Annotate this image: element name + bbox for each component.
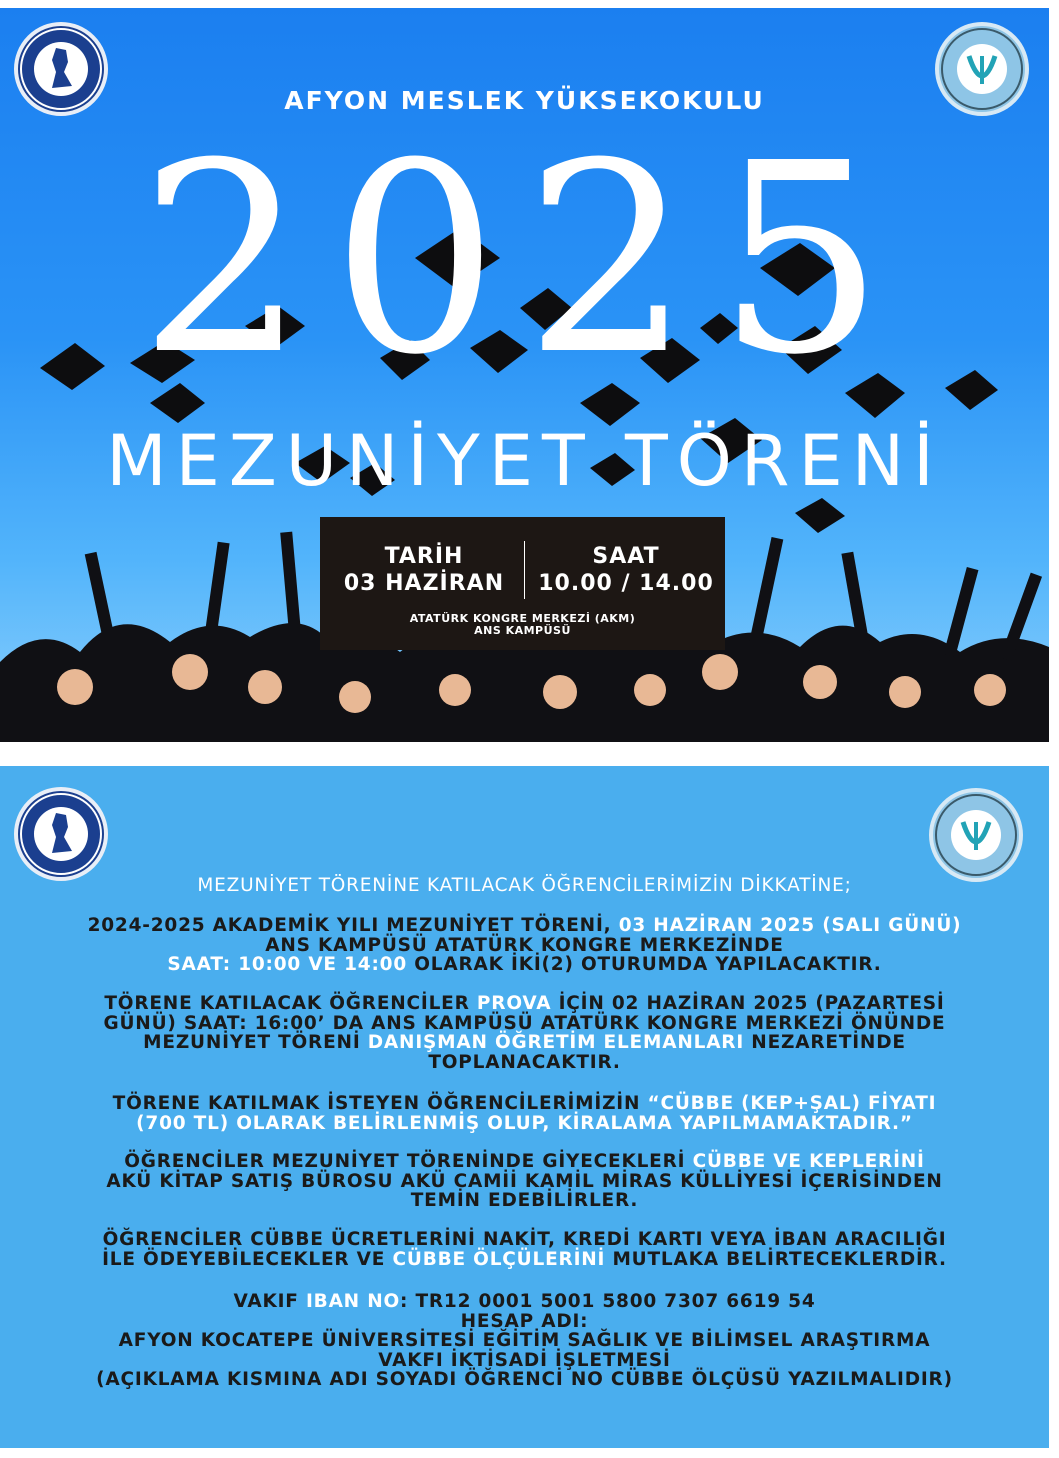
p6-a: VAKIF: [233, 1291, 299, 1312]
p2-b: PROVA: [476, 993, 552, 1014]
p1-a: 2024-2025 AKADEMİK YILI MEZUNİYET TÖRENİ,: [87, 915, 612, 936]
paragraph-gown-purchase: [10, 1152, 1039, 1211]
paragraph-payment: [10, 1230, 1039, 1269]
venue-line-2: ANS KAMPÜSÜ: [474, 624, 571, 637]
paragraph-rehearsal: [10, 994, 1039, 1072]
divider: [524, 541, 525, 599]
ceremony-title: MEZUNİYET TÖRENİ: [106, 420, 943, 502]
p6-c: : TR12 0001 5001 5800 7307 6619 54: [400, 1291, 816, 1312]
p4-c: AKÜ KİTAP SATIŞ BÜROSU AKÜ CAMİİ KAMİL MİRAS KÜLLİYESİ İÇERİSİNDEN: [106, 1170, 943, 1192]
time-value: 10.00 / 14.00: [538, 571, 714, 596]
university-logo-left: [14, 787, 108, 881]
p1-c: ANS KAMPÜSÜ ATATÜRK KONGRE MERKEZİNDE: [265, 934, 784, 956]
p1-b: 03 HAZİRAN 2025 (SALI GÜNÜ): [618, 915, 962, 936]
date-label: TARİH: [384, 544, 464, 569]
p3-c: (700 TL) OLARAK BELİRLENMİŞ OLUP, KİRALAMA YAPILMAMAKTADIR.”: [136, 1112, 913, 1134]
p5-b: İLE ÖDEYEBİLECEKLER VE: [102, 1248, 386, 1270]
p5-a: ÖĞRENCİLER CÜBBE ÜCRETLERİNİ NAKİT, KREDİ KARTI VEYA İBAN ARACILIĞI: [102, 1229, 947, 1250]
p3-b: “CÜBBE (KEP+ŞAL) FİYATI: [647, 1093, 937, 1114]
p1-e: OLARAK İKİ(2) OTURUMDA YAPILACAKTIR.: [414, 954, 882, 975]
p2-f: DANIŞMAN ÖĞRETİM ELEMANLARI: [367, 1032, 745, 1053]
time-block: [526, 543, 726, 597]
p6-g: (AÇIKLAMA KISMINA ADI SOYADI ÖĞRENCİ NO CÜBBE ÖLÇÜSÜ YAZILMALIDIR): [96, 1369, 953, 1390]
time-label: SAAT: [592, 544, 660, 569]
poster: [0, 8, 1049, 742]
p2-c: İÇİN 02 HAZİRAN 2025 (PAZARTESİ: [558, 993, 945, 1014]
p2-g: NEZARETİNDE: [751, 1032, 906, 1053]
p6-b: IBAN NO: [305, 1291, 401, 1312]
p6-e: AFYON KOCATEPE ÜNİVERSİTESİ EĞİTİM SAĞLIK VE BİLİMSEL ARAŞTIRMA: [118, 1330, 931, 1351]
date-value: 03 HAZİRAN: [343, 571, 505, 596]
vocational-school-logo-right: [929, 788, 1023, 882]
p5-d: MUTLAKA BELİRTECEKLERDİR.: [612, 1248, 947, 1270]
p6-f: VAKFI İKTİSADİ İŞLETMESİ: [378, 1349, 671, 1371]
venue: [320, 613, 725, 637]
p4-a: ÖĞRENCİLER MEZUNİYET TÖRENİNDE GİYECEKLERİ: [124, 1151, 686, 1172]
p4-b: CÜBBE VE KEPLERİNİ: [692, 1151, 925, 1172]
p3-a: TÖRENE KATILMAK İSTEYEN ÖĞRENCİLERİMİZİN: [112, 1093, 641, 1114]
paragraph-gown-price: [10, 1094, 1039, 1133]
venue-line-1: ATATÜRK KONGRE MERKEZİ (AKM): [409, 612, 636, 625]
notice-heading: MEZUNİYET TÖRENİNE KATILACAK ÖĞRENCİLERİMİZİN DİKKATİNE;: [197, 875, 852, 896]
p4-d: TEMİN EDEBİLİRLER.: [410, 1190, 639, 1211]
school-name: AFYON MESLEK YÜKSEKOKULU: [284, 86, 765, 115]
date-block: [324, 543, 524, 597]
date-time-box: [320, 517, 725, 650]
notice-panel: [0, 766, 1049, 1448]
paragraph-bank-details: [10, 1292, 1039, 1390]
p2-d: GÜNÜ) SAAT: 16:00’ DA ANS KAMPÜSÜ ATATÜRK KONGRE MERKEZİ ÖNÜNDE: [103, 1012, 946, 1034]
p6-d: HESAP ADI:: [460, 1310, 589, 1332]
p2-a: TÖRENE KATILACAK ÖĞRENCİLER: [104, 993, 470, 1014]
p2-h: TOPLANACAKTIR.: [428, 1051, 621, 1073]
p1-d: SAAT: 10:00 VE 14:00: [167, 954, 408, 975]
paragraph-ceremony-date: [10, 916, 1039, 975]
p2-e: MEZUNİYET TÖRENİ: [143, 1032, 361, 1053]
p5-c: CÜBBE ÖLÇÜLERİNİ: [392, 1248, 606, 1270]
ceremony-year: 2025: [139, 107, 910, 412]
